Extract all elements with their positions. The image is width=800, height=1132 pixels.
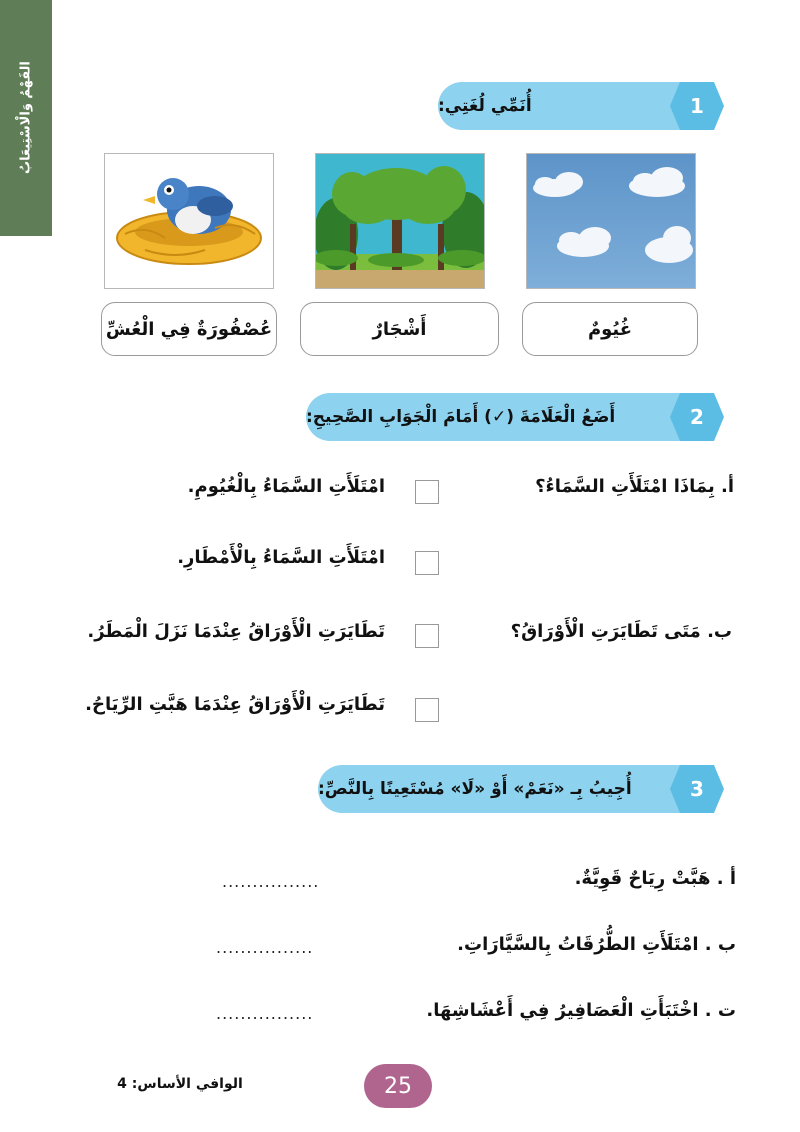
section-1-number-badge [670, 82, 724, 130]
checkbox-b-1[interactable] [415, 624, 439, 648]
section-2-number: 2 [690, 405, 704, 429]
word-box-clouds [522, 302, 698, 356]
answer-blank-c[interactable]: ................ [216, 1004, 314, 1023]
word-trees: أَشْجَارٌ [372, 318, 427, 340]
book-title-footer: الوافي الأساس: 4 [117, 1076, 243, 1092]
word-box-trees [300, 302, 499, 356]
section-1-title-bar [438, 82, 708, 130]
word-bird-nest: عُصْفُورَةٌ فِي الْعُشِّ [105, 318, 273, 340]
section-3-header [318, 765, 728, 813]
checkbox-a-1[interactable] [415, 480, 439, 504]
bird-in-nest-picture [104, 153, 274, 289]
answer-blank-b[interactable]: ................ [216, 938, 314, 957]
page-number: 25 [384, 1073, 412, 1099]
option-a-2: امْتَلَأَتِ السَّمَاءُ بِالْأَمْطَارِ. [177, 547, 385, 568]
section-3-title: أُجِيبُ بِـ «نَعَمْ» أَوْ «لَا» مُسْتَعِينًا بِالنَّصِّ: [318, 779, 632, 799]
section-3-number-badge [670, 765, 724, 813]
yes-no-item-a: أ . هَبَّتْ رِيَاحٌ قَوِيَّةٌ. [574, 868, 736, 889]
yes-no-item-c: ت . اخْتَبَأَتِ الْعَصَافِيرُ فِي أَعْشَاشِهَا. [426, 1000, 736, 1021]
clouds-picture [526, 153, 696, 289]
option-b-2: تَطَايَرَتِ الْأَوْرَاقُ عِنْدَمَا هَبَّتِ الرِّيَاحُ. [85, 694, 385, 715]
section-2-number-badge [670, 393, 724, 441]
question-b: ب. مَتَى تَطَايَرَتِ الْأَوْرَاقُ؟ [510, 621, 732, 642]
checkbox-a-2[interactable] [415, 551, 439, 575]
option-b-1: تَطَايَرَتِ الْأَوْرَاقُ عِنْدَمَا نَزَلَ الْمَطَرُ. [87, 621, 385, 642]
section-1-title: أُنَمِّي لُغَتِي: [438, 96, 532, 116]
checkbox-b-2[interactable] [415, 698, 439, 722]
section-1-header [438, 82, 728, 130]
word-box-bird-nest [101, 302, 277, 356]
section-1-number: 1 [690, 94, 704, 118]
section-2-title-bar [306, 393, 708, 441]
section-3-title-bar [318, 765, 708, 813]
section-3-number: 3 [690, 777, 704, 801]
page-number-badge [364, 1064, 432, 1108]
option-a-1: امْتَلَأَتِ السَّمَاءُ بِالْغُيُومِ. [187, 476, 385, 497]
trees-picture [315, 153, 485, 289]
section-2-header [306, 393, 728, 441]
section-2-title: أَضَعُ الْعَلَامَةَ (✓) أَمَامَ الْجَوَابِ الصَّحِيحِ: [306, 407, 616, 427]
answer-blank-a[interactable]: ................ [222, 872, 320, 891]
word-clouds: غُيُومٌ [587, 318, 633, 340]
question-a: أ. بِمَاذَا امْتَلَأَتِ السَّمَاءُ؟ [535, 476, 734, 497]
yes-no-item-b: ب . امْتَلَأَتِ الطُّرُقَاتُ بِالسَّيَّارَاتِ. [457, 934, 736, 955]
chapter-side-tab: الفَهْمُ وَالْاسْتِيعَابُ [0, 0, 52, 236]
